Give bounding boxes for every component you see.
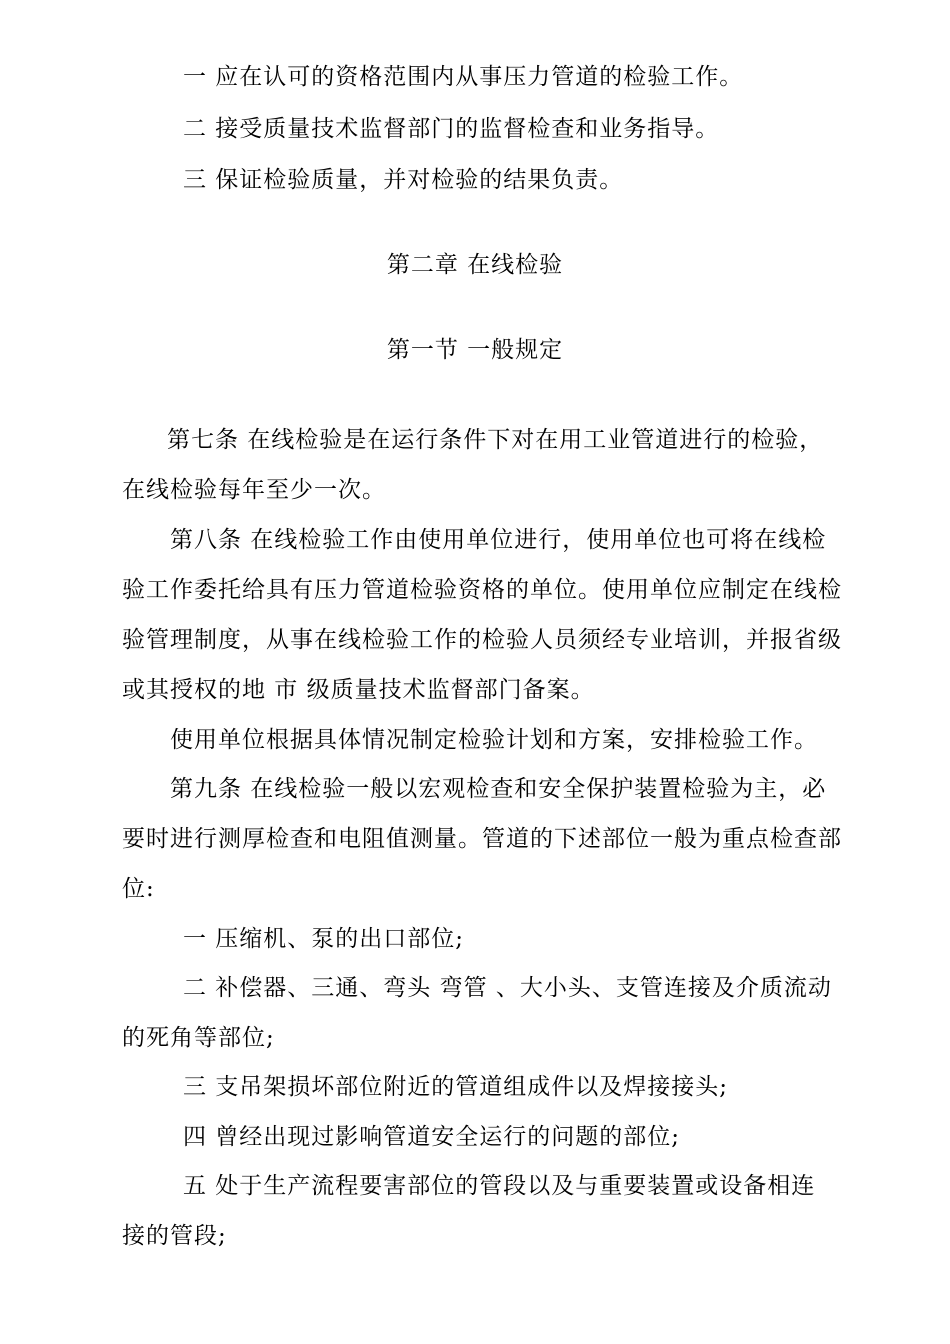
article-7-line-1: 第七条 在线检验是在运行条件下对在用工业管道进行的检验， [167, 427, 824, 453]
check-item-5-line-1: 五 处于生产流程要害部位的管段以及与重要装置或设备相连 [183, 1173, 816, 1199]
section-heading: 第一节 一般规定 [386, 337, 564, 363]
article-8-line-4: 或其授权的地 市 级质量技术监督部门备案。 [122, 677, 595, 703]
article-7-line-2: 在线检验每年至少一次。 [122, 477, 386, 503]
article-9-line-3: 位: [122, 876, 155, 902]
list-item-3: 三 保证检验质量，并对检验的结果负责。 [183, 167, 624, 193]
check-item-3: 三 支吊架损坏部位附近的管道组成件以及焊接接头; [183, 1074, 729, 1100]
article-8-line-2: 验工作委托给具有压力管道检验资格的单位。使用单位应制定在线检 [122, 577, 842, 603]
list-item-2: 二 接受质量技术监督部门的监督检查和业务指导。 [183, 116, 720, 142]
check-item-2-line-1: 二 补偿器、三通、弯头 弯管 、大小头、支管连接及介质流动 [183, 975, 832, 1001]
chapter-heading: 第二章 在线检验 [386, 252, 564, 278]
article-9-line-2: 要时进行测厚检查和电阻值测量。管道的下述部位一般为重点检查部 [122, 826, 842, 852]
list-item-1: 一 应在认可的资格范围内从事压力管道的检验工作。 [183, 64, 744, 90]
article-9-line-1: 第九条 在线检验一般以宏观检查和安全保护装置检验为主，必 [170, 776, 827, 802]
article-8-line-1: 第八条 在线检验工作由使用单位进行，使用单位也可将在线检 [170, 527, 827, 553]
check-item-2-line-2: 的死角等部位; [122, 1025, 275, 1051]
check-item-5-line-2: 接的管段; [122, 1223, 227, 1249]
check-item-4: 四 曾经出现过影响管道安全运行的问题的部位; [183, 1124, 681, 1150]
plan-paragraph: 使用单位根据具体情况制定检验计划和方案，安排检验工作。 [170, 727, 818, 753]
check-item-1: 一 压缩机、泵的出口部位; [183, 926, 465, 952]
article-8-line-3: 验管理制度，从事在线检验工作的检验人员须经专业培训，并报省级 [122, 627, 842, 653]
